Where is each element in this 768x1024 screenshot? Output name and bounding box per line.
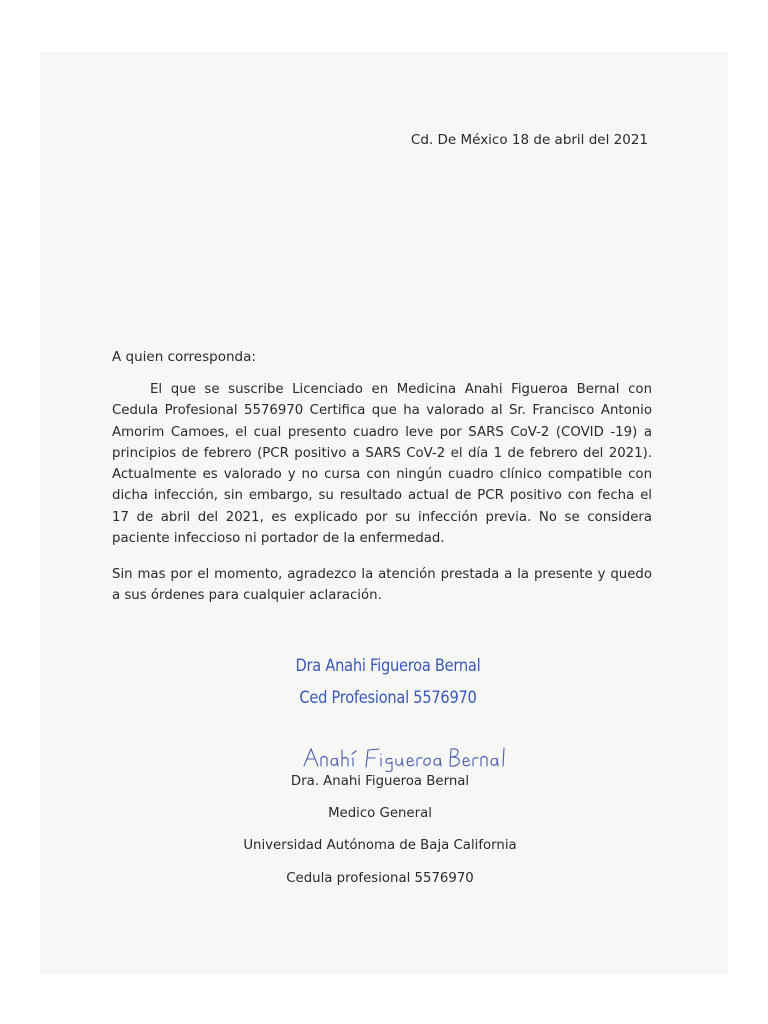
signer-license: Cedula profesional 5576970 (286, 871, 474, 886)
handwritten-signature (300, 740, 520, 772)
stamp-license: Ced Profesional 5576970 (299, 688, 477, 708)
date-line: Cd. De México 18 de abril del 2021 (410, 132, 648, 148)
stamp-name: Dra Anahi Figueroa Bernal (295, 656, 481, 676)
signer-institution: Universidad Autónoma de Baja California (243, 838, 517, 853)
signer-title: Medico General (328, 806, 432, 821)
body-paragraph-certification: El que se suscribe Licenciado en Medicina Anahi Figueroa Bernal con Cedula Profesional 5576970 Certifica que ha valorado al Sr. Francisco Antonio Amorim Camoes, el cual presento cuadro leve por SARS CoV-2 (COVID -19) a principios de febrero (PCR positivo a SARS CoV-2 el día 1 de febrero del 2021). Actualmente es valorado y no cursa con ningún cuadro clínico compatible con dicha infección, sin embargo, su resultado actual de PCR positivo con fecha el 17 de abril del 2021, es explicado por su infección previa. No se considera paciente infeccioso ni portador de la enfermedad. (112, 382, 652, 547)
addressee: A quien corresponda: (112, 349, 256, 365)
body-paragraph-closing: Sin mas por el momento, agradezco la atención prestada a la presente y quedo a sus órdenes para cualquier aclaración. (112, 567, 652, 604)
signer-name: Dra. Anahi Figueroa Bernal (290, 774, 470, 789)
